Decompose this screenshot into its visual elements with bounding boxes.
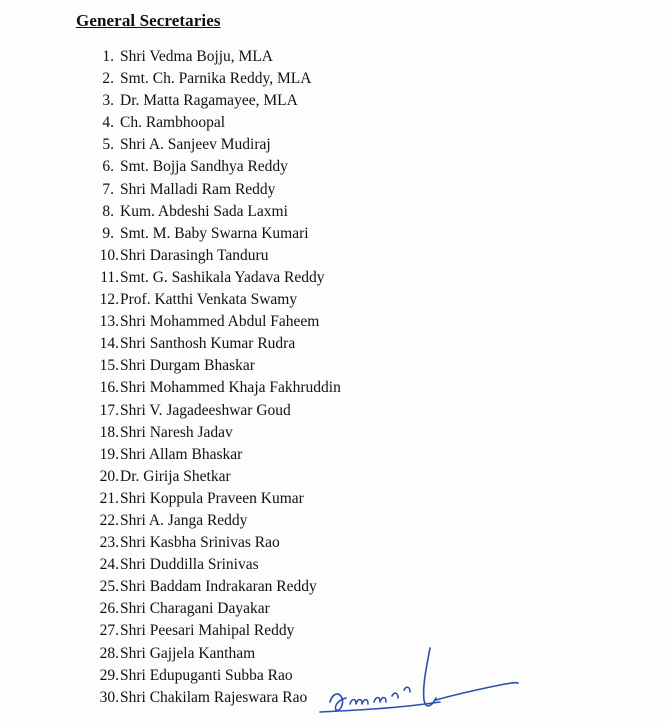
- item-number: 14.: [99, 335, 119, 353]
- member-name: Shri Edupuganti Subba Rao: [120, 666, 293, 684]
- signature-stroke: [350, 700, 368, 705]
- item-number: 29.: [99, 666, 119, 684]
- member-name: Shri Charagani Dayakar: [120, 600, 270, 618]
- member-name: Shri Duddilla Srinivas: [120, 556, 259, 574]
- member-name: Smt. M. Baby Swarna Kumari: [120, 224, 309, 242]
- member-name: Shri Mohammed Khaja Fakhruddin: [120, 379, 341, 397]
- member-name: Shri Chakilam Rajeswara Rao: [120, 688, 308, 706]
- member-name: Smt. Bojja Sandhya Reddy: [120, 158, 288, 176]
- member-name: Shri A. Janga Reddy: [120, 511, 248, 529]
- member-name: Shri V. Jagadeeshwar Goud: [120, 401, 291, 419]
- item-number: 27.: [99, 622, 119, 640]
- member-name: Shri Peesari Mahipal Reddy: [120, 622, 295, 640]
- member-name: Smt. Ch. Parnika Reddy, MLA: [120, 70, 312, 88]
- item-number: 22.: [99, 511, 119, 529]
- item-number: 6.: [102, 158, 114, 176]
- signature-stroke: [436, 683, 518, 700]
- item-number: 3.: [102, 92, 114, 110]
- item-number: 5.: [102, 136, 114, 154]
- member-name: Shri Durgam Bhaskar: [120, 357, 255, 375]
- signature-stroke: [374, 698, 386, 703]
- member-name: Shri Vedma Bojju, MLA: [120, 48, 273, 65]
- item-number: 28.: [99, 644, 119, 662]
- member-name: Ch. Rambhoopal: [120, 114, 226, 132]
- member-name: Shri Naresh Jadav: [120, 423, 233, 441]
- item-number: 9.: [102, 224, 114, 242]
- item-number: 8.: [102, 202, 114, 220]
- item-number: 18.: [99, 423, 119, 441]
- member-name: Shri Koppula Praveen Kumar: [120, 489, 304, 507]
- member-name: Dr. Girija Shetkar: [120, 467, 231, 485]
- item-number: 26.: [99, 600, 119, 618]
- member-name: Shri Kasbha Srinivas Rao: [120, 534, 280, 552]
- item-number: 25.: [99, 578, 119, 596]
- member-name: Shri Baddam Indrakaran Reddy: [120, 578, 317, 596]
- item-number: 23.: [99, 534, 119, 552]
- item-number: 21.: [99, 489, 119, 507]
- item-number: 19.: [99, 445, 119, 463]
- member-name: Prof. Katthi Venkata Swamy: [120, 291, 298, 309]
- signature-stroke: [424, 648, 436, 706]
- item-number: 17.: [99, 401, 119, 419]
- member-name: Smt. G. Sashikala Yadava Reddy: [120, 268, 325, 286]
- item-number: 12.: [99, 291, 119, 309]
- member-name: Shri Darasingh Tanduru: [120, 246, 269, 264]
- member-name: Shri Mohammed Abdul Faheem: [120, 313, 320, 331]
- member-name: Kum. Abdeshi Sada Laxmi: [120, 202, 288, 220]
- item-number: 15.: [99, 357, 119, 375]
- item-number: 20.: [99, 467, 119, 485]
- item-number: 16.: [99, 379, 119, 397]
- signature-stroke: [392, 687, 410, 698]
- item-number: 30.: [99, 688, 119, 706]
- member-name: Shri Gajjela Kantham: [120, 644, 256, 662]
- item-number: 4.: [102, 114, 114, 132]
- item-number: 10.: [99, 246, 119, 264]
- item-number: 2.: [102, 70, 114, 88]
- item-number: 1.: [102, 48, 114, 65]
- member-name: Dr. Matta Ragamayee, MLA: [120, 92, 298, 110]
- member-name: Shri Malladi Ram Reddy: [120, 180, 276, 198]
- member-name: Shri Allam Bhaskar: [120, 445, 243, 463]
- item-number: 11.: [100, 268, 119, 286]
- signature-mark: [300, 640, 540, 721]
- member-name: Shri A. Sanjeev Mudiraj: [120, 136, 271, 154]
- member-name: Shri Santhosh Kumar Rudra: [120, 335, 296, 353]
- item-number: 7.: [102, 180, 114, 198]
- signature-stroke: [330, 694, 346, 710]
- item-number: 24.: [99, 556, 119, 574]
- item-number: 13.: [99, 313, 119, 331]
- section-heading: General Secretaries: [76, 11, 221, 30]
